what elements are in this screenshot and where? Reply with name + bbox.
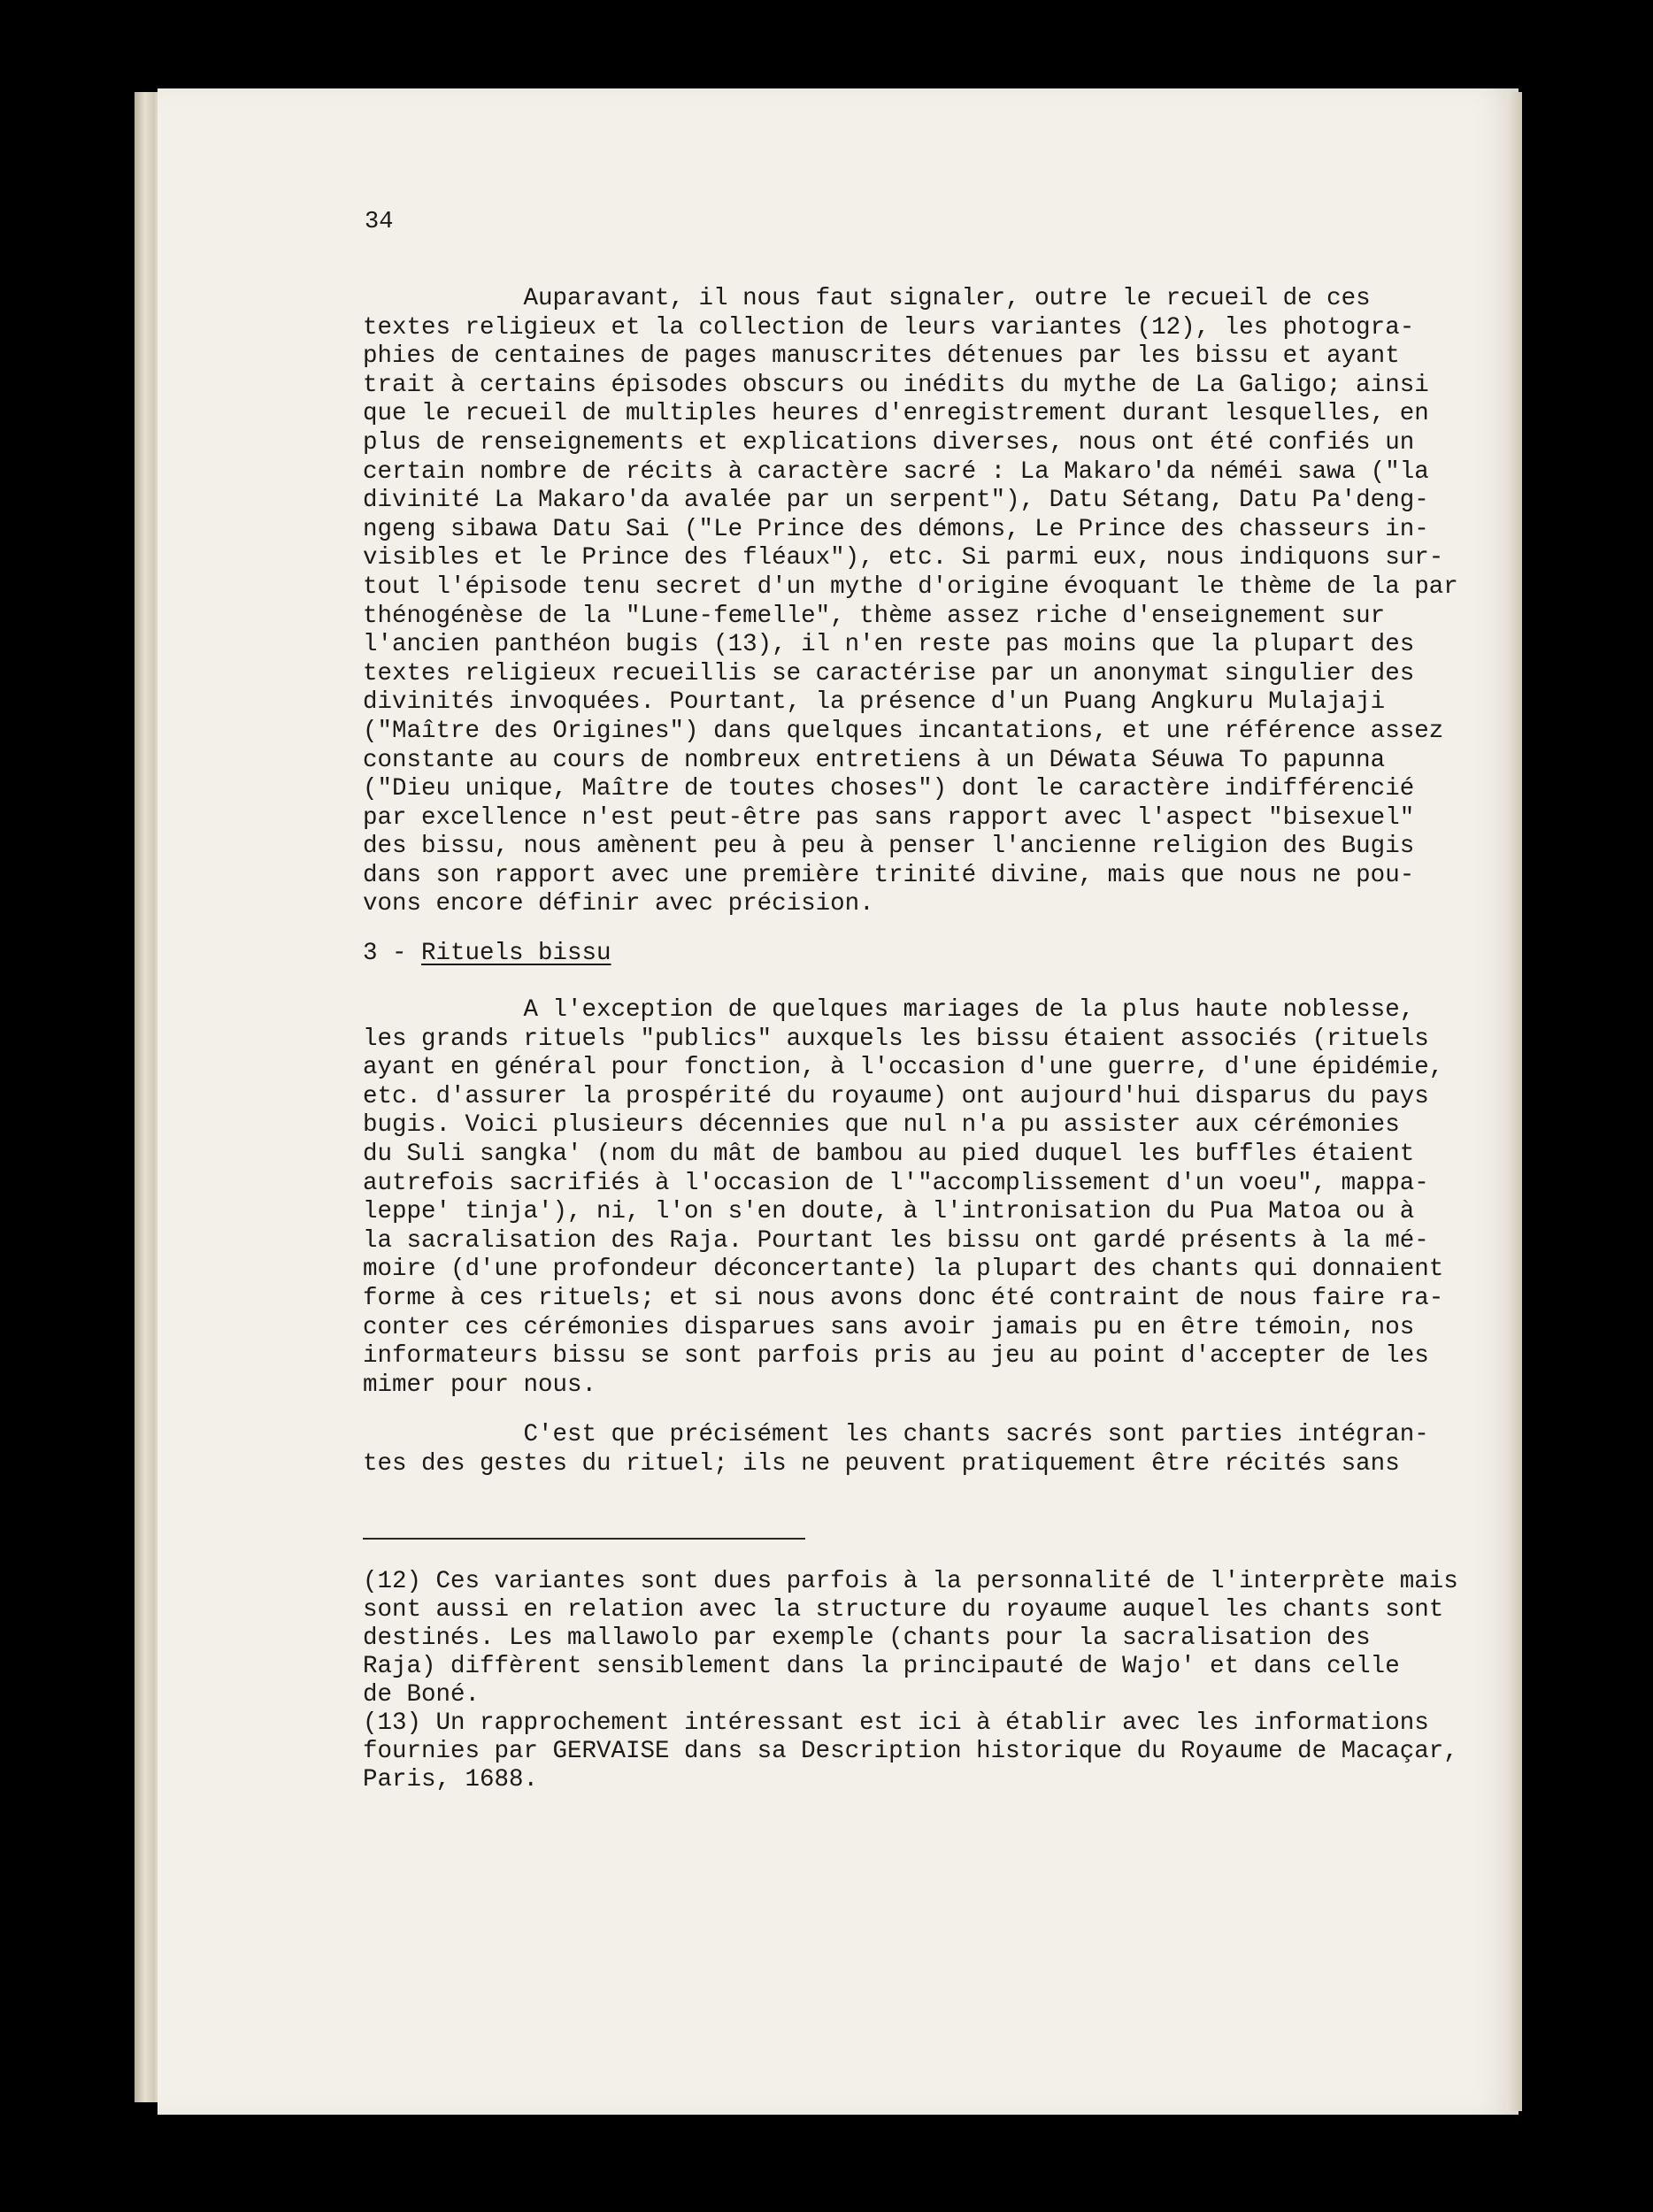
text-line: Auparavant, il nous faut signaler, outre le recueil de ces <box>363 285 1371 312</box>
text-line: Raja) diffèrent sensiblement dans la principauté de Wajo' et dans celle <box>363 1653 1400 1680</box>
section-title: Rituels bissu <box>421 940 611 967</box>
text-line: des bissu, nous amènent peu à peu à penser l'ancienne religion des Bugis <box>363 833 1415 861</box>
text-line: certain nombre de récits à caractère sacré : La Makaro'da néméi sawa ("la <box>363 457 1429 486</box>
text-line: leppe' tinja'), ni, l'on s'en doute, à l'intronisation du Pua Matoa ou à <box>363 1198 1415 1226</box>
paragraph-intro <box>363 285 1458 919</box>
paragraph-chants <box>363 1421 1451 1479</box>
text-line: tes des gestes du rituel; ils ne peuvent pratiquement être récités sans <box>363 1449 1400 1478</box>
text-line: autrefois sacrifiés à l'occasion de l'"accomplissement d'un voeu", mappa- <box>363 1169 1429 1197</box>
text-line: Paris, 1688. <box>363 1766 539 1793</box>
footnotes <box>363 1568 1458 1794</box>
text-line: textes religieux recueillis se caractérise par un anonymat singulier des <box>363 659 1415 687</box>
text-line: constante au cours de nombreux entretiens à un Déwata Séuwa To papunna <box>363 746 1386 774</box>
text-line: visibles et le Prince des fléaux"), etc. Si parmi eux, nous indiquons sur- <box>363 544 1444 572</box>
text-line: la sacralisation des Raja. Pourtant les bissu ont gardé présents à la mé- <box>363 1226 1429 1255</box>
text-line: (13) Un rapprochement intéressant est ici à établir avec les informations <box>363 1709 1429 1737</box>
text-line: bugis. Voici plusieurs décennies que nul n'a pu assister aux cérémonies <box>363 1111 1400 1140</box>
text-line: A l'exception de quelques mariages de la plus haute noblesse, <box>363 996 1415 1024</box>
text-line: mimer pour nous. <box>363 1371 597 1399</box>
text-line: ("Maître des Origines") dans quelques incantations, et une référence assez <box>363 717 1444 745</box>
text-line: vons encore définir avec précision. <box>363 890 874 918</box>
text-line: par excellence n'est peut-être pas sans rapport avec l'aspect "bisexuel" <box>363 803 1415 832</box>
text-line: fournies par GERVAISE dans sa Description historique du Royaume de Macaçar, <box>363 1738 1458 1765</box>
text-line: forme à ces rituels; et si nous avons donc été contraint de nous faire ra- <box>363 1284 1444 1312</box>
footnote-rule <box>363 1538 805 1540</box>
text-line: conter ces cérémonies disparues sans avoir jamais pu en être témoin, nos <box>363 1313 1415 1341</box>
text-line: moire (d'une profondeur déconcertante) la plupart des chants qui donnaient <box>363 1256 1444 1284</box>
section-number: 3 - <box>363 940 422 967</box>
text-line: divinités invoquées. Pourtant, la présence d'un Puang Angkuru Mulajaji <box>363 688 1386 717</box>
paragraph-rituels <box>363 996 1451 1400</box>
text-line: de Boné. <box>363 1681 481 1709</box>
text-line: l'ancien panthéon bugis (13), il n'en reste pas moins que la plupart des <box>363 631 1415 659</box>
text-line: phies de centaines de pages manuscrites détenues par les bissu et ayant <box>363 342 1400 371</box>
text-line: ayant en général pour fonction, à l'occasion d'une guerre, d'une épidémie, <box>363 1054 1444 1082</box>
text-line: tout l'épisode tenu secret d'un mythe d'origine évoquant le thème de la par <box>363 572 1458 601</box>
text-line: plus de renseignements et explications diverses, nous ont été confiés un <box>363 428 1415 457</box>
text-line: du Suli sangka' (nom du mât de bambou au pied duquel les buffles étaient <box>363 1140 1415 1168</box>
text-line: destinés. Les mallawolo par exemple (chants pour la sacralisation des <box>363 1624 1371 1652</box>
text-line: ("Dieu unique, Maître de toutes choses") dont le caractère indifférencié <box>363 775 1415 803</box>
text-line: thénogénèse de la "Lune-femelle", thème assez riche d'enseignement sur <box>363 602 1386 630</box>
text-line: dans son rapport avec une première trinité divine, mais que nous ne pou- <box>363 861 1415 889</box>
text-line: les grands rituels "publics" auxquels les bissu étaient associés (rituels <box>363 1025 1429 1053</box>
text-line: informateurs bissu se sont parfois pris au jeu au point d'accepter de les <box>363 1342 1429 1371</box>
text-line: etc. d'assurer la prospérité du royaume) ont aujourd'hui disparus du pays <box>363 1082 1429 1110</box>
text-line: trait à certains épisodes obscurs ou inédits du mythe de La Galigo; ainsi <box>363 371 1429 399</box>
text-line: que le recueil de multiples heures d'enregistrement durant lesquelles, en <box>363 400 1429 428</box>
text-line: textes religieux et la collection de leurs variantes (12), les photogra- <box>363 313 1415 342</box>
text-line: divinité La Makaro'da avalée par un serpent"), Datu Sétang, Datu Pa'deng- <box>363 487 1429 515</box>
page-number: 34 <box>365 209 394 235</box>
text-line: ngeng sibawa Datu Sai ("Le Prince des démons, Le Prince des chasseurs in- <box>363 515 1429 543</box>
page-right-edge <box>1506 92 1522 2111</box>
text-line: C'est que précisément les chants sacrés sont parties intégran- <box>363 1421 1429 1448</box>
text-line: sont aussi en relation avec la structure du royaume auquel les chants sont <box>363 1596 1444 1624</box>
section-heading <box>363 940 611 967</box>
text-line: (12) Ces variantes sont dues parfois à la personnalité de l'interprète mais <box>363 1568 1458 1595</box>
